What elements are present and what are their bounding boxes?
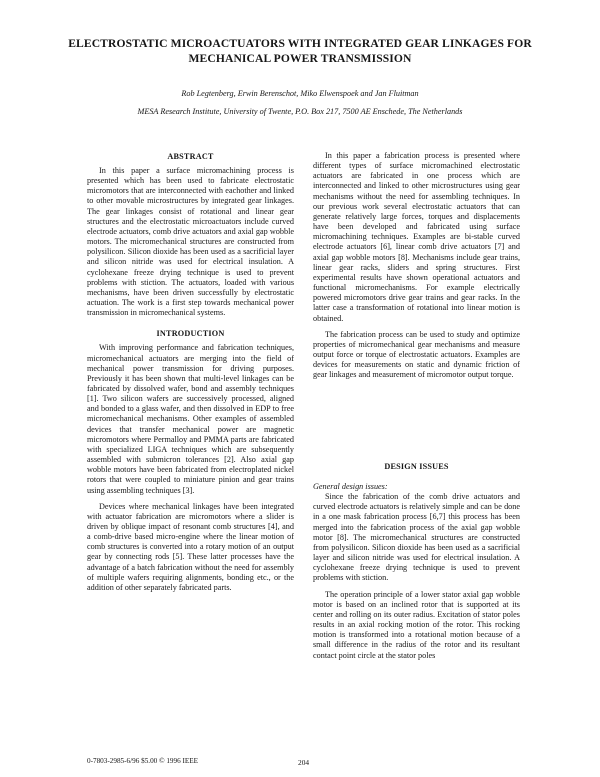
design-issues-subheading: General design issues: (313, 482, 388, 491)
introduction-paragraph-2: Devices where mechanical linkages have been integrated with actuator fabrication are micromotors where a slider is driven by oblique impact of resonant comb structures [4], and a comb-drive based micro-engine where the linear motion of comb structures is converted into a rotary motion of an output gear by connecting rods [5]. These latter processes have the advantage of a batch fabrication without the need for assembly of multiple wafers requiring alignments, bonding etc., or the addition of other separately fabricated parts. (87, 501, 294, 592)
footer-copyright-code: 0-7803-2985-6/96 $5.00 © 1996 IEEE (87, 757, 199, 765)
page-number: 204 (298, 758, 310, 767)
paper-title: ELECTROSTATIC MICROACTUATORS WITH INTEGRATED GEAR LINKAGES FOR MECHANICAL POWER TRANSMISSION (68, 37, 532, 65)
abstract-heading: ABSTRACT (167, 152, 214, 161)
introduction-heading: INTRODUCTION (156, 329, 225, 339)
left-column (87, 151, 294, 593)
right-paragraph-2: The fabrication process can be used to study and optimize properties of micromechanical gear mechanisms and measure output force or torque of electrostatic actuators. Examples are devices for measurements on static and dynamic friction of gear linkages and measurement of micromotor output torque. (313, 329, 520, 380)
design-issues-section (313, 461, 520, 661)
abstract-text: In this paper a surface micromachining process is presented which has been used to fabricate electrostatic micromotors that are interconnected with eachother and linked to other movable microstructures by integrated gear linkages. The gear linkages consist of rotational and linear gear structures and the electrostatic microactuators include curved electrode actuators, comb drive actuators and axial gap wobble motors. The micromechanical structures are constructed from polysilicon. Silicon dioxide has been used as a sacrificial layer and silicon nitride was used for electrical insulation. A cyclohexane freeze drying technique is used to prevent problems with stiction. The actuators, loaded with various mechanisms, have been driven successfully by electrostatic actuation. The work is a first step towards mechanical power transmission in micromechanical systems. (87, 166, 294, 318)
introduction-paragraph-1: With improving performance and fabrication techniques, micromechanical actuators are merging into the field of mechanical power transmission for driving purposes. Previously it has been shown that multi-level linkages can be fabricated by dissolved wafer, bond and assembly techniques [1]. Two silicon wafers are successively processed, aligned and bonded to a glass wafer, and then dissolved in EDP to free micromechanical mechanisms. Other examples of assembled devices that transfer mechanical power are magnetic micromotors where Permalloy and PMMA parts are fabricated with specialized LIGA techniques which are subsequently assembled with submicron tolerances [2]. Also axial gap wobble motors have been fabricated from electroplated nickel rotors that were coupled to miniature pinion and gear trains using assembling techniques [3]. (87, 343, 294, 495)
design-paragraph-1: Since the fabrication of the comb drive actuators and curved electrode actuators is relatively simple and can be done in a one mask fabrication process [6,7] this process has been merged into the fabrication process of the axial gap wobble motor [8]. The micromechanical structures are constructed from polysilicon. Silicon dioxide has been used as a sacrificial layer and silicon nitride was used for electrical insulation. A cyclohexane freeze drying technique is used to prevent problems with stiction. (313, 492, 520, 583)
right-column (313, 151, 520, 380)
design-issues-heading: DESIGN ISSUES (384, 462, 449, 471)
right-paragraph-1: In this paper a fabrication process is presented where different types of surface micromachined electrostatic actuators are fabricated in one process which are interconnected and linked to other microstructures using gear mechanisms without the need for assembling techniques. In our previous work several electrostatic actuators that can generate relatively large forces, torques and displacements have been developed and fabricated using surface micromachining techniques. Examples are bi-stable curved electrode actuators [6], linear comb drive actuators [7] and axial gap wobble motors [8]. Mechanisms include gear trains, linear gear racks, sliders and spring structures. First experimental results have shown operational actuators and functional micromechanisms. For example electrically powered micromotors drive gear trains and gear racks. In the latter case a transformation of rotational into linear motion is obtained. (313, 151, 520, 323)
paper-affiliation: MESA Research Institute, University of Twente, P.O. Box 217, 7500 AE Enschede, The Netherlands (137, 107, 463, 116)
paper-authors: Rob Legtenberg, Erwin Berenschot, Miko Elwenspoek and Jan Fluitman (181, 89, 419, 98)
design-paragraph-2: The operation principle of a lower stator axial gap wobble motor is based on an inclined rotor that is supported at its center and rolling on its outer radius. Excitation of stator poles results in an axial rocking motion of the rotor. This rocking motion is transformed into a rotational motion because of a small difference in the radius of the rotor and its resultant contact point circle at the stator poles (313, 589, 520, 660)
